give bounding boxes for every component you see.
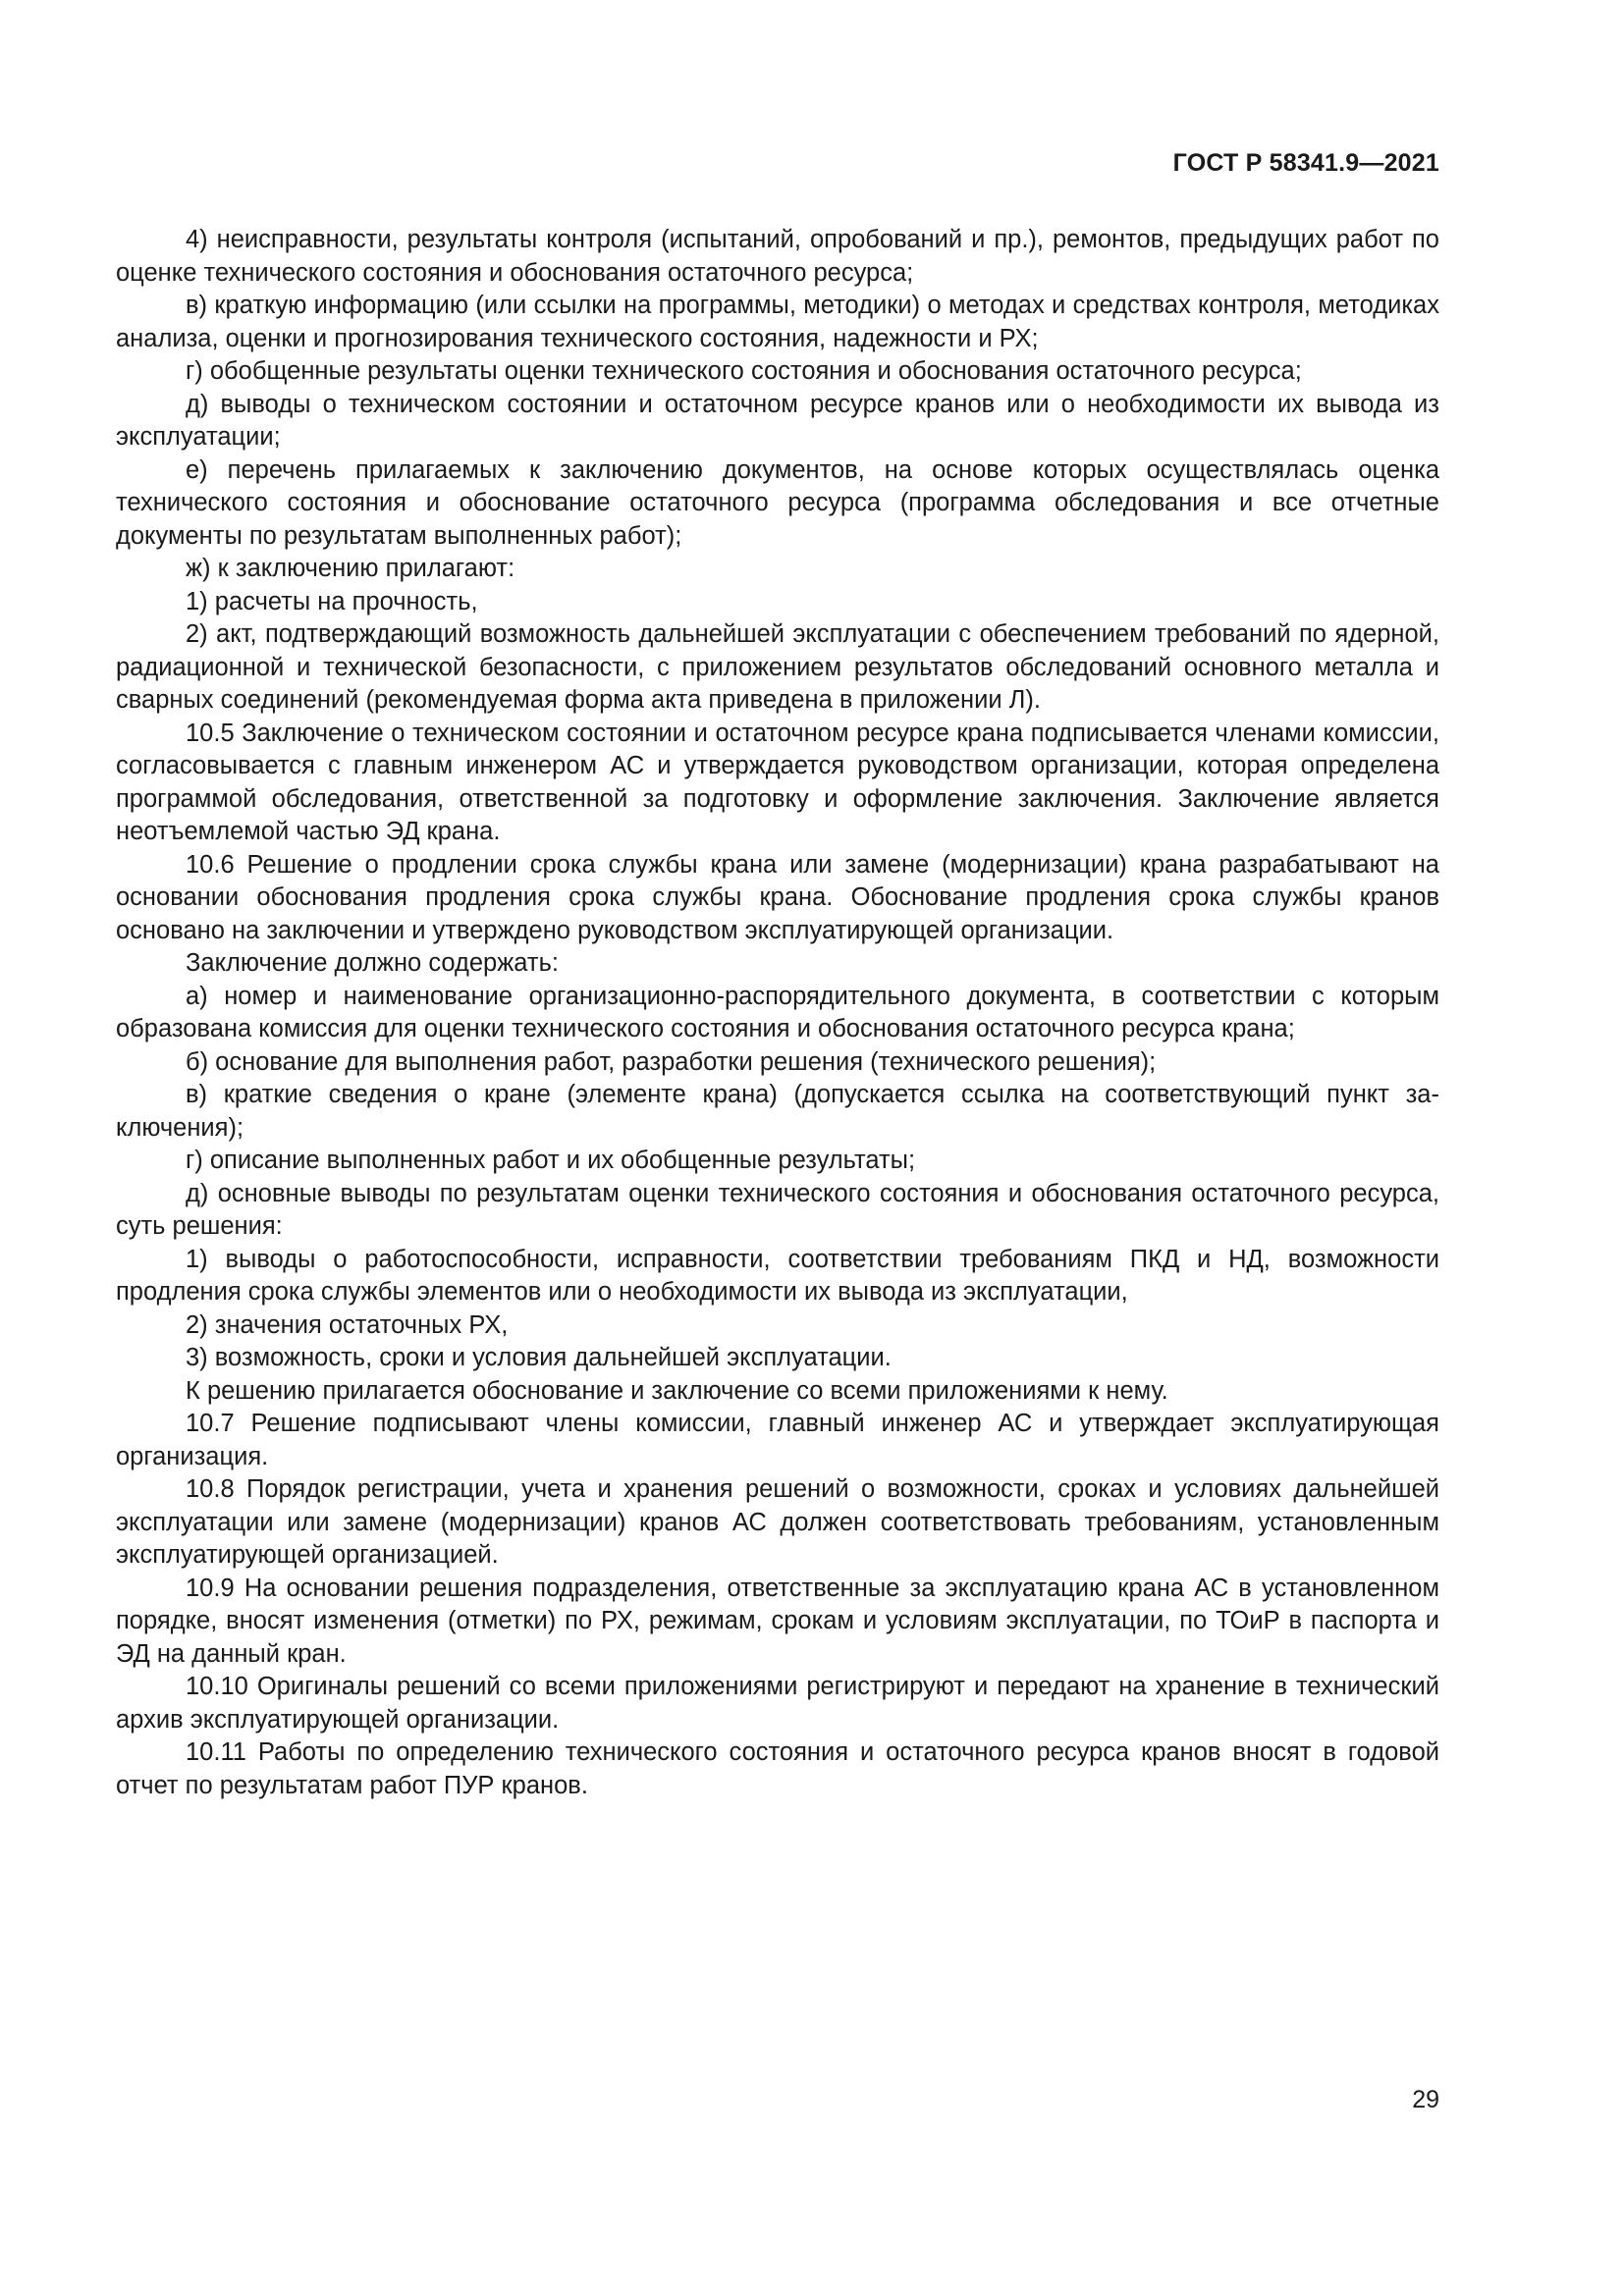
paragraph: д) выводы о техническом состоянии и остаточном ресурсе кранов или о необходимости их вывода из эксплуатации; (116, 390, 1439, 451)
paragraph: Заключение должно содержать: (186, 949, 559, 977)
paragraph: е) перечень прилагаемых к заключению документов, на основе которых осуществлялась оценка технического состояния и обоснование остаточного ресурса (программа обследования и все отчетные документы по результатам выполненных работ); (116, 455, 1439, 550)
standard-header: ГОСТ Р 58341.9—2021 (1172, 149, 1439, 177)
paragraph: 10.8 Порядок регистрации, учета и хранения решений о возможности, сроках и условиях дальнейшей эксплуатации или замене (модернизации) кранов АС должен соответствовать требованиям, установленным эксплуатирующей организацией. (116, 1475, 1439, 1569)
paragraph: 2) значения остаточных РХ, (186, 1310, 509, 1339)
paragraph: 10.6 Решение о продлении срока службы крана или замене (модернизации) крана разрабатывают на основании обоснования продления срока службы крана. Обоснование продления срока службы кранов основано на заключении и утверждено руководством эксплуатирующей организации. (116, 850, 1439, 944)
paragraph: д) основные выводы по результатам оценки технического состояния и обоснования остаточного ресурса, суть решения: (116, 1179, 1439, 1240)
paragraph: 3) возможность, сроки и условия дальнейшей эксплуатации. (186, 1344, 892, 1371)
paragraph: г) обобщенные результаты оценки технического состояния и обоснования остаточного ресурса; (186, 357, 1302, 385)
paragraph: К решению прилагается обоснование и заключение со всеми приложениями к нему. (186, 1376, 1168, 1405)
page-number: 29 (1412, 2086, 1439, 2113)
paragraph: г) описание выполненных работ и их обобщенные результаты; (186, 1147, 916, 1174)
paragraph: 10.5 Заключение о техническом состоянии и остаточном ресурсе крана подписывается членами комиссии, согласовывается с главным инженером АС и утверждается руководством организации, которая определена программой обследования, ответственной за подготовку и оформление заключения. Заключение является неотъемлемой частью ЭД крана. (116, 719, 1439, 845)
paragraph: 10.7 Решение подписывают члены комиссии, главный инженер АС и утверждает эксплуатирующая организация. (116, 1410, 1439, 1470)
paragraph: а) номер и наименование организационно-распорядительного документа, в соответствии с которым образована комиссия для оценки технического состояния и обоснования остаточного ресурса крана; (116, 982, 1439, 1042)
body-text (116, 224, 1439, 1802)
paragraph: 10.9 На основании решения подразделения, ответственные за эксплуатацию крана АС в установленном порядке, вносят изменения (отметки) по РХ, режимам, срокам и условиям эксплуатации, по ТОиР в паспорта и ЭД на данный кран. (116, 1574, 1439, 1668)
paragraph: 4) неисправности, результаты контроля (испытаний, опробований и пр.), ремонтов, предыдущих работ по оценке технического состояния и обоснования остаточного ресурса; (116, 226, 1439, 287)
paragraph: 10.11 Работы по определению технического состояния и остаточного ресурса кранов вносят в годовой отчет по результатам работ ПУР кранов. (116, 1738, 1439, 1799)
paragraph: б) основание для выполнения работ, разработки решения (технического решения); (186, 1047, 1157, 1076)
paragraph: в) краткую информацию (или ссылки на программы, методики) о методах и средствах контроля, методиках анализа, оценки и прогнозирования технического состояния, надежности и РХ; (116, 292, 1439, 352)
paragraph: 10.10 Оригиналы решений со всеми приложениями регистрируют и передают на хранение в технический архив эксплуатирующей организации. (116, 1673, 1439, 1734)
paragraph: 1) выводы о работоспособности, исправности, соответствии требованиям ПКД и НД, возможности продления срока службы элементов или о необходимости их вывода из эксплуатации, (116, 1245, 1439, 1306)
paragraph: в) краткие сведения о кране (элементе крана) (допускается ссылка на соответствующий пункт заключения); (116, 1081, 1439, 1142)
paragraph: 1) расчеты на прочность, (186, 587, 478, 615)
paragraph: ж) к заключению прилагают: (186, 555, 515, 582)
paragraph: 2) акт, подтверждающий возможность дальнейшей эксплуатации с обеспечением требований по ядерной, радиационной и технической безопасности, с приложением результатов обследований основного металла и сварных соединений (рекомендуемая форма акта приведена в приложении Л). (116, 620, 1439, 714)
